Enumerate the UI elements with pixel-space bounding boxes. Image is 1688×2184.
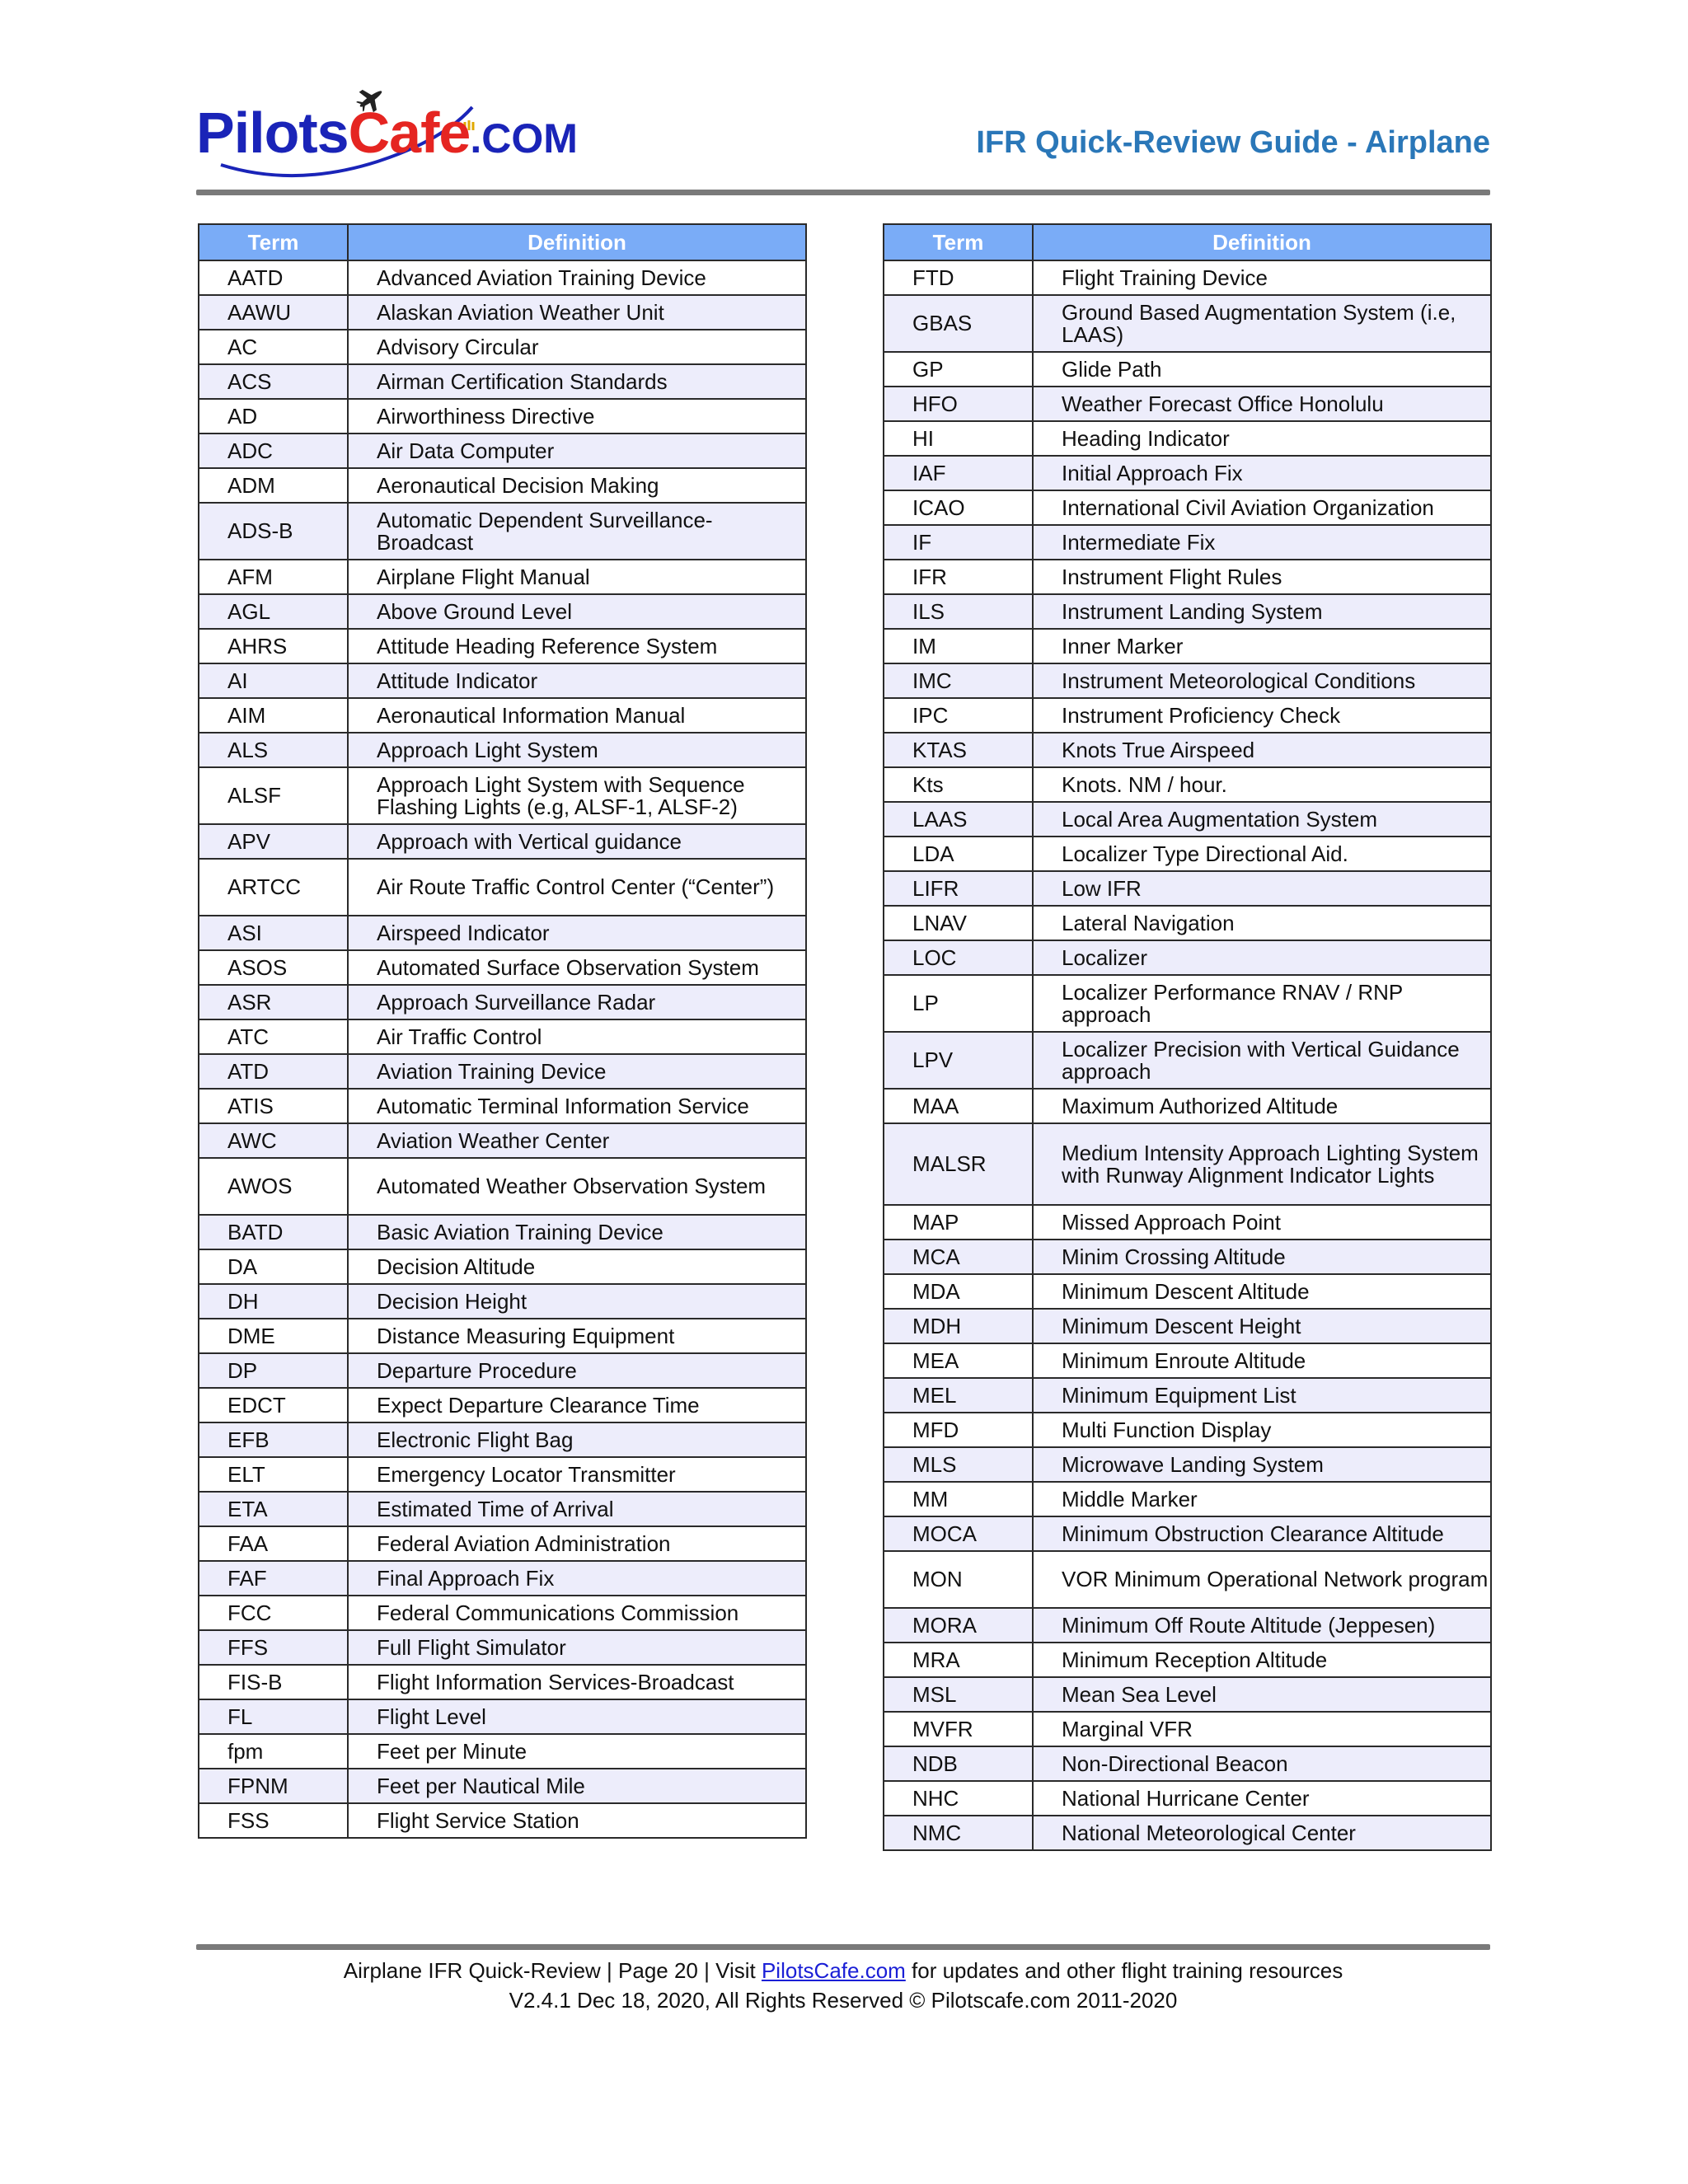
term-cell: AFM bbox=[199, 560, 348, 594]
definition-cell: Heading Indicator bbox=[1033, 421, 1491, 456]
definition-cell: International Civil Aviation Organization bbox=[1033, 490, 1491, 525]
term-cell: IFR bbox=[884, 560, 1033, 594]
term-cell: MM bbox=[884, 1482, 1033, 1516]
table-row bbox=[884, 698, 1491, 733]
table-row bbox=[199, 824, 806, 859]
table-row bbox=[199, 560, 806, 594]
term-column-header: Term bbox=[884, 224, 1033, 260]
term-cell: HFO bbox=[884, 387, 1033, 421]
definition-cell: Mean Sea Level bbox=[1033, 1677, 1491, 1712]
term-cell: IAF bbox=[884, 456, 1033, 490]
definition-cell: Approach with Vertical guidance bbox=[348, 824, 806, 859]
table-row bbox=[199, 767, 806, 824]
glossary-table-right bbox=[883, 223, 1492, 1851]
definition-cell: Aviation Weather Center bbox=[348, 1123, 806, 1158]
term-cell: MON bbox=[884, 1551, 1033, 1608]
term-cell: HI bbox=[884, 421, 1033, 456]
glossary-left-body bbox=[199, 260, 806, 1838]
definition-cell: Minimum Reception Altitude bbox=[1033, 1643, 1491, 1677]
definition-cell: Advanced Aviation Training Device bbox=[348, 260, 806, 295]
table-row bbox=[199, 1769, 806, 1803]
table-row bbox=[884, 1746, 1491, 1781]
definition-cell: Minimum Equipment List bbox=[1033, 1378, 1491, 1413]
term-cell: LPV bbox=[884, 1032, 1033, 1089]
definition-cell: Flight Training Device bbox=[1033, 260, 1491, 295]
term-cell: MLS bbox=[884, 1447, 1033, 1482]
definition-cell: Airworthiness Directive bbox=[348, 399, 806, 434]
table-row bbox=[199, 1388, 806, 1422]
definition-column-header: Definition bbox=[1033, 224, 1491, 260]
glossary-table-left bbox=[198, 223, 807, 1839]
definition-cell: Localizer bbox=[1033, 940, 1491, 975]
definition-cell: Advisory Circular bbox=[348, 330, 806, 364]
table-row bbox=[199, 1249, 806, 1284]
table-row bbox=[884, 975, 1491, 1032]
table-row bbox=[884, 1608, 1491, 1643]
table-header-row bbox=[884, 224, 1491, 260]
table-row bbox=[884, 1413, 1491, 1447]
definition-cell: Expect Departure Clearance Time bbox=[348, 1388, 806, 1422]
table-row bbox=[884, 906, 1491, 940]
definition-cell: Minimum Descent Altitude bbox=[1033, 1274, 1491, 1309]
term-cell: fpm bbox=[199, 1734, 348, 1769]
table-row bbox=[199, 985, 806, 1019]
definition-column-header: Definition bbox=[348, 224, 806, 260]
table-row bbox=[884, 1240, 1491, 1274]
footer-suffix: for updates and other flight training resources bbox=[905, 1958, 1343, 1983]
definition-cell: Electronic Flight Bag bbox=[348, 1422, 806, 1457]
term-cell: BATD bbox=[199, 1215, 348, 1249]
definition-cell: Distance Measuring Equipment bbox=[348, 1319, 806, 1353]
table-row bbox=[199, 1422, 806, 1457]
definition-cell: Multi Function Display bbox=[1033, 1413, 1491, 1447]
term-cell: MSL bbox=[884, 1677, 1033, 1712]
table-row bbox=[199, 1123, 806, 1158]
table-row bbox=[199, 1284, 806, 1319]
definition-cell: Automatic Terminal Information Service bbox=[348, 1089, 806, 1123]
table-header-row bbox=[199, 224, 806, 260]
logo-cafe-text: Cafe bbox=[348, 101, 471, 165]
term-cell: FTD bbox=[884, 260, 1033, 295]
pilotscafe-link[interactable]: PilotsCafe.com bbox=[761, 1958, 906, 1983]
table-row bbox=[199, 1054, 806, 1089]
term-cell: Kts bbox=[884, 767, 1033, 802]
table-row bbox=[199, 1215, 806, 1249]
table-row bbox=[199, 950, 806, 985]
table-row bbox=[199, 1526, 806, 1561]
table-row bbox=[199, 330, 806, 364]
term-cell: ETA bbox=[199, 1492, 348, 1526]
term-cell: ICAO bbox=[884, 490, 1033, 525]
pilotscafe-logo[interactable] bbox=[196, 82, 625, 181]
definition-cell: Initial Approach Fix bbox=[1033, 456, 1491, 490]
definition-cell: Localizer Performance RNAV / RNP approach bbox=[1033, 975, 1491, 1032]
definition-cell: Weather Forecast Office Honolulu bbox=[1033, 387, 1491, 421]
table-row bbox=[199, 1319, 806, 1353]
definition-cell: Full Flight Simulator bbox=[348, 1630, 806, 1665]
term-cell: AI bbox=[199, 663, 348, 698]
definition-cell: Lateral Navigation bbox=[1033, 906, 1491, 940]
term-cell: GP bbox=[884, 352, 1033, 387]
definition-cell: Localizer Precision with Vertical Guidance approach bbox=[1033, 1032, 1491, 1089]
term-cell: ADS-B bbox=[199, 503, 348, 560]
table-row bbox=[884, 1781, 1491, 1816]
table-row bbox=[884, 421, 1491, 456]
table-row bbox=[199, 916, 806, 950]
table-row bbox=[199, 434, 806, 468]
table-row bbox=[884, 802, 1491, 837]
table-row bbox=[884, 1677, 1491, 1712]
table-row bbox=[884, 733, 1491, 767]
definition-cell: Departure Procedure bbox=[348, 1353, 806, 1388]
definition-cell: Air Data Computer bbox=[348, 434, 806, 468]
definition-cell: Low IFR bbox=[1033, 871, 1491, 906]
definition-cell: Estimated Time of Arrival bbox=[348, 1492, 806, 1526]
term-cell: IM bbox=[884, 629, 1033, 663]
term-cell: ASR bbox=[199, 985, 348, 1019]
table-row bbox=[199, 698, 806, 733]
term-cell: DA bbox=[199, 1249, 348, 1284]
term-cell: AC bbox=[199, 330, 348, 364]
table-row bbox=[884, 1089, 1491, 1123]
table-row bbox=[884, 490, 1491, 525]
table-row bbox=[884, 594, 1491, 629]
footer-prefix: Airplane IFR Quick-Review | Page 20 | Visit bbox=[343, 1958, 762, 1983]
term-cell: DP bbox=[199, 1353, 348, 1388]
term-cell: ELT bbox=[199, 1457, 348, 1492]
definition-cell: Basic Aviation Training Device bbox=[348, 1215, 806, 1249]
term-cell: LIFR bbox=[884, 871, 1033, 906]
table-row bbox=[884, 525, 1491, 560]
term-cell: ATD bbox=[199, 1054, 348, 1089]
definition-cell: Minim Crossing Altitude bbox=[1033, 1240, 1491, 1274]
table-row bbox=[884, 1712, 1491, 1746]
term-cell: NDB bbox=[884, 1746, 1033, 1781]
footer-line-1 bbox=[196, 1956, 1490, 1985]
table-row bbox=[199, 733, 806, 767]
table-row bbox=[199, 1353, 806, 1388]
definition-cell: Microwave Landing System bbox=[1033, 1447, 1491, 1482]
table-row bbox=[884, 1551, 1491, 1608]
term-cell: AATD bbox=[199, 260, 348, 295]
definition-cell: Maximum Authorized Altitude bbox=[1033, 1089, 1491, 1123]
document-title: IFR Quick-Review Guide - Airplane bbox=[976, 125, 1490, 160]
table-row bbox=[199, 1019, 806, 1054]
definition-cell: Alaskan Aviation Weather Unit bbox=[348, 295, 806, 330]
term-cell: FPNM bbox=[199, 1769, 348, 1803]
term-cell: NMC bbox=[884, 1816, 1033, 1850]
term-cell: MCA bbox=[884, 1240, 1033, 1274]
table-row bbox=[199, 663, 806, 698]
term-cell: LDA bbox=[884, 837, 1033, 871]
footer-divider bbox=[196, 1944, 1490, 1950]
table-row bbox=[884, 1032, 1491, 1089]
definition-cell: Final Approach Fix bbox=[348, 1561, 806, 1596]
definition-cell: Emergency Locator Transmitter bbox=[348, 1457, 806, 1492]
term-cell: MORA bbox=[884, 1608, 1033, 1643]
term-cell: ALS bbox=[199, 733, 348, 767]
definition-cell: National Meteorological Center bbox=[1033, 1816, 1491, 1850]
table-row bbox=[884, 1378, 1491, 1413]
term-cell: AWOS bbox=[199, 1158, 348, 1215]
definition-cell: Aviation Training Device bbox=[348, 1054, 806, 1089]
definition-cell: Middle Marker bbox=[1033, 1482, 1491, 1516]
table-row bbox=[884, 1482, 1491, 1516]
definition-cell: Feet per Minute bbox=[348, 1734, 806, 1769]
definition-cell: Instrument Proficiency Check bbox=[1033, 698, 1491, 733]
term-cell: ALSF bbox=[199, 767, 348, 824]
term-cell: AAWU bbox=[199, 295, 348, 330]
definition-cell: Knots. NM / hour. bbox=[1033, 767, 1491, 802]
definition-cell: VOR Minimum Operational Network program bbox=[1033, 1551, 1491, 1608]
term-cell: FAA bbox=[199, 1526, 348, 1561]
definition-cell: Intermediate Fix bbox=[1033, 525, 1491, 560]
definition-cell: Feet per Nautical Mile bbox=[348, 1769, 806, 1803]
table-row bbox=[199, 1596, 806, 1630]
table-row bbox=[199, 1665, 806, 1699]
table-row bbox=[199, 1158, 806, 1215]
definition-cell: Instrument Landing System bbox=[1033, 594, 1491, 629]
term-cell: MEA bbox=[884, 1343, 1033, 1378]
table-row bbox=[199, 399, 806, 434]
definition-cell: Marginal VFR bbox=[1033, 1712, 1491, 1746]
table-row bbox=[199, 260, 806, 295]
term-cell: FCC bbox=[199, 1596, 348, 1630]
term-cell: MOCA bbox=[884, 1516, 1033, 1551]
definition-cell: Airman Certification Standards bbox=[348, 364, 806, 399]
table-row bbox=[884, 560, 1491, 594]
definition-cell: Glide Path bbox=[1033, 352, 1491, 387]
table-row bbox=[884, 1447, 1491, 1482]
term-cell: APV bbox=[199, 824, 348, 859]
term-cell: MVFR bbox=[884, 1712, 1033, 1746]
table-row bbox=[199, 1457, 806, 1492]
definition-cell: Flight Level bbox=[348, 1699, 806, 1734]
definition-cell: Local Area Augmentation System bbox=[1033, 802, 1491, 837]
table-row bbox=[199, 1561, 806, 1596]
table-row bbox=[199, 859, 806, 916]
logo-wordmark bbox=[196, 101, 578, 165]
term-cell: KTAS bbox=[884, 733, 1033, 767]
term-cell: AD bbox=[199, 399, 348, 434]
definition-cell: Inner Marker bbox=[1033, 629, 1491, 663]
definition-cell: Attitude Indicator bbox=[348, 663, 806, 698]
table-row bbox=[199, 1630, 806, 1665]
definition-cell: Aeronautical Information Manual bbox=[348, 698, 806, 733]
term-cell: FSS bbox=[199, 1803, 348, 1838]
term-cell: DH bbox=[199, 1284, 348, 1319]
term-cell: AHRS bbox=[199, 629, 348, 663]
definition-cell: Medium Intensity Approach Lighting System with Runway Alignment Indicator Lights bbox=[1033, 1123, 1491, 1205]
definition-cell: Federal Aviation Administration bbox=[348, 1526, 806, 1561]
table-row bbox=[199, 1492, 806, 1526]
definition-cell: Flight Service Station bbox=[348, 1803, 806, 1838]
term-cell: IMC bbox=[884, 663, 1033, 698]
table-row bbox=[199, 629, 806, 663]
table-row bbox=[884, 1274, 1491, 1309]
term-cell: AGL bbox=[199, 594, 348, 629]
term-cell: ADC bbox=[199, 434, 348, 468]
table-row bbox=[884, 663, 1491, 698]
table-row bbox=[884, 456, 1491, 490]
header-divider bbox=[196, 190, 1490, 195]
term-cell: LP bbox=[884, 975, 1033, 1032]
definition-cell: Knots True Airspeed bbox=[1033, 733, 1491, 767]
definition-cell: Automatic Dependent Surveillance-Broadcast bbox=[348, 503, 806, 560]
glossary-right-body bbox=[884, 260, 1491, 1850]
definition-cell: Approach Surveillance Radar bbox=[348, 985, 806, 1019]
table-row bbox=[199, 468, 806, 503]
definition-cell: Approach Light System with Sequence Flashing Lights (e.g, ALSF-1, ALSF-2) bbox=[348, 767, 806, 824]
page-footer bbox=[196, 1956, 1490, 2015]
term-cell: MEL bbox=[884, 1378, 1033, 1413]
table-row bbox=[884, 1816, 1491, 1850]
term-cell: EFB bbox=[199, 1422, 348, 1457]
table-row bbox=[884, 871, 1491, 906]
term-cell: ATC bbox=[199, 1019, 348, 1054]
table-row bbox=[199, 503, 806, 560]
table-row bbox=[884, 387, 1491, 421]
term-column-header: Term bbox=[199, 224, 348, 260]
definition-cell: Minimum Off Route Altitude (Jeppesen) bbox=[1033, 1608, 1491, 1643]
term-cell: MRA bbox=[884, 1643, 1033, 1677]
definition-cell: National Hurricane Center bbox=[1033, 1781, 1491, 1816]
definition-cell: Air Route Traffic Control Center (“Center”) bbox=[348, 859, 806, 916]
table-row bbox=[884, 1205, 1491, 1240]
term-cell: MDH bbox=[884, 1309, 1033, 1343]
definition-cell: Localizer Type Directional Aid. bbox=[1033, 837, 1491, 871]
term-cell: FAF bbox=[199, 1561, 348, 1596]
table-row bbox=[199, 594, 806, 629]
term-cell: IPC bbox=[884, 698, 1033, 733]
definition-cell: Approach Light System bbox=[348, 733, 806, 767]
definition-cell: Missed Approach Point bbox=[1033, 1205, 1491, 1240]
table-row bbox=[884, 837, 1491, 871]
table-row bbox=[199, 295, 806, 330]
table-row bbox=[884, 1309, 1491, 1343]
table-row bbox=[199, 1734, 806, 1769]
table-row bbox=[884, 1516, 1491, 1551]
definition-cell: Minimum Descent Height bbox=[1033, 1309, 1491, 1343]
term-cell: DME bbox=[199, 1319, 348, 1353]
definition-cell: Flight Information Services-Broadcast bbox=[348, 1665, 806, 1699]
term-cell: ASI bbox=[199, 916, 348, 950]
definition-cell: Ground Based Augmentation System (i.e, LAAS) bbox=[1033, 295, 1491, 352]
definition-cell: Attitude Heading Reference System bbox=[348, 629, 806, 663]
term-cell: ARTCC bbox=[199, 859, 348, 916]
table-row bbox=[884, 940, 1491, 975]
table-row bbox=[884, 352, 1491, 387]
definition-cell: Airplane Flight Manual bbox=[348, 560, 806, 594]
term-cell: ACS bbox=[199, 364, 348, 399]
definition-cell: Airspeed Indicator bbox=[348, 916, 806, 950]
definition-cell: Minimum Enroute Altitude bbox=[1033, 1343, 1491, 1378]
term-cell: ATIS bbox=[199, 1089, 348, 1123]
term-cell: LOC bbox=[884, 940, 1033, 975]
table-row bbox=[884, 1343, 1491, 1378]
table-row bbox=[199, 364, 806, 399]
definition-cell: Federal Communications Commission bbox=[348, 1596, 806, 1630]
definition-cell: Automated Weather Observation System bbox=[348, 1158, 806, 1215]
term-cell: ADM bbox=[199, 468, 348, 503]
definition-cell: Aeronautical Decision Making bbox=[348, 468, 806, 503]
table-row bbox=[199, 1089, 806, 1123]
definition-cell: Non-Directional Beacon bbox=[1033, 1746, 1491, 1781]
term-cell: FL bbox=[199, 1699, 348, 1734]
term-cell: FFS bbox=[199, 1630, 348, 1665]
table-row bbox=[199, 1699, 806, 1734]
definition-cell: Instrument Meteorological Conditions bbox=[1033, 663, 1491, 698]
term-cell: MAP bbox=[884, 1205, 1033, 1240]
table-row bbox=[884, 1643, 1491, 1677]
definition-cell: Air Traffic Control bbox=[348, 1019, 806, 1054]
table-row bbox=[884, 295, 1491, 352]
logo-pilots-text: Pilots bbox=[196, 101, 349, 165]
term-cell: AWC bbox=[199, 1123, 348, 1158]
term-cell: FIS-B bbox=[199, 1665, 348, 1699]
term-cell: AIM bbox=[199, 698, 348, 733]
definition-cell: Instrument Flight Rules bbox=[1033, 560, 1491, 594]
definition-cell: Decision Height bbox=[348, 1284, 806, 1319]
logo-com-text: .COM bbox=[470, 115, 578, 162]
term-cell: MDA bbox=[884, 1274, 1033, 1309]
term-cell: EDCT bbox=[199, 1388, 348, 1422]
definition-cell: Minimum Obstruction Clearance Altitude bbox=[1033, 1516, 1491, 1551]
term-cell: MALSR bbox=[884, 1123, 1033, 1205]
page-header bbox=[196, 82, 1490, 190]
term-cell: LAAS bbox=[884, 802, 1033, 837]
term-cell: GBAS bbox=[884, 295, 1033, 352]
term-cell: IF bbox=[884, 525, 1033, 560]
footer-line-2: V2.4.1 Dec 18, 2020, All Rights Reserved © Pilotscafe.com 2011-2020 bbox=[509, 1988, 1178, 2013]
term-cell: MFD bbox=[884, 1413, 1033, 1447]
term-cell: LNAV bbox=[884, 906, 1033, 940]
term-cell: MAA bbox=[884, 1089, 1033, 1123]
term-cell: NHC bbox=[884, 1781, 1033, 1816]
table-row bbox=[884, 260, 1491, 295]
table-row bbox=[199, 1803, 806, 1838]
table-row bbox=[884, 767, 1491, 802]
definition-cell: Decision Altitude bbox=[348, 1249, 806, 1284]
term-cell: ASOS bbox=[199, 950, 348, 985]
table-row bbox=[884, 1123, 1491, 1205]
table-row bbox=[884, 629, 1491, 663]
definition-cell: Automated Surface Observation System bbox=[348, 950, 806, 985]
definition-cell: Above Ground Level bbox=[348, 594, 806, 629]
term-cell: ILS bbox=[884, 594, 1033, 629]
